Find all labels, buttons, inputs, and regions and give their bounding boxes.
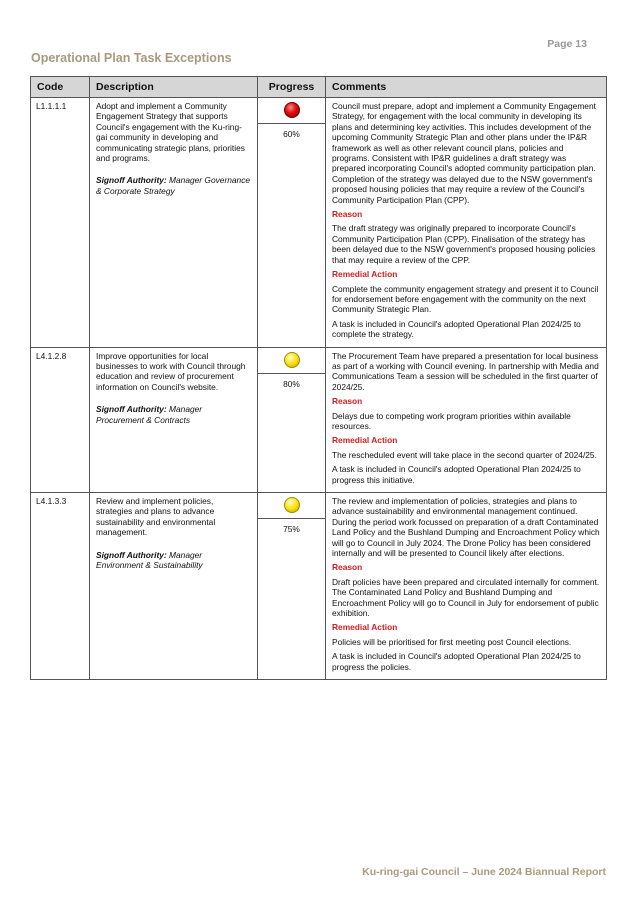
comments-cell: [326, 493, 607, 680]
yellow-status-light-icon: [284, 352, 300, 368]
reason-text: Draft policies have been prepared and circulated internally for comment. The Contaminated Land Policy and Bushland Dumping and Encroachment Policy will go to Council in July for endorsement of public exhibition.: [332, 576, 600, 619]
status-light-area: [258, 348, 325, 374]
status-light-area: [258, 493, 325, 519]
task-code: L4.1.2.8: [31, 347, 90, 492]
task-description: Adopt and implement a Community Engagement Strategy that supports Council's engagement with the Ku-ring-gai community in developing and communicating strategic plans, priorities and programs.: [96, 101, 245, 164]
signoff-authority: [96, 550, 251, 571]
comment-text: The Procurement Team have prepared a presentation for local business as part of a working with Council evening. In partnership with Media and Communications Team a session will be scheduled in the first quarter of 2024/25.: [332, 350, 599, 392]
remedial-note: A task is included in Council's adopted Operational Plan 2024/25 to progress this initiative.: [332, 464, 581, 485]
comments-cell: [326, 98, 607, 348]
task-description: Review and implement policies, strategies and plans to advance sustainability and environmental management.: [96, 496, 216, 538]
reason-text: The draft strategy was originally prepared to incorporate Council's Community Participation Plan (CPP). Finalisation of the strategy has been delayed due to the NSW government's proposed housing policies that may require a review of the CPP.: [332, 223, 596, 265]
page-footer: Ku-ring-gai Council – June 2024 Biannual Report: [362, 866, 606, 878]
status-light-area: [258, 98, 325, 124]
remedial-action-text: Complete the community engagement strategy and present it to Council for endorsement before engagement with the community on the next Community Strategic Plan.: [332, 283, 599, 315]
column-header-comments: Comments: [326, 77, 607, 98]
signoff-label: Signoff Authority:: [96, 175, 167, 186]
column-header-progress: Progress: [258, 77, 326, 98]
exceptions-table: [30, 76, 607, 680]
signoff-authority: [96, 175, 251, 196]
signoff-value: Manager Governance & Corporate Strategy: [96, 175, 251, 196]
reason-label: Reason: [332, 209, 363, 220]
task-code: L1.1.1.1: [31, 98, 90, 348]
page-number: Page 13: [547, 38, 587, 50]
progress-cell: [258, 347, 326, 492]
progress-value: 80%: [283, 378, 300, 389]
signoff-label: Signoff Authority:: [96, 549, 167, 560]
table-row: [31, 98, 607, 348]
remedial-action-text: The rescheduled event will take place in the second quarter of 2024/25.: [332, 449, 597, 460]
signoff-value: Manager Procurement & Contracts: [96, 404, 203, 425]
comment-text: The review and implementation of policies, strategies and plans to advance sustainability and environmental management continued. During the period work focussed on preparation of a draft Contaminated Land Policy and the Bushland Dumping and Encroachment Policy which will go to Council in July 2024. The Drone Policy has been considered internally and will be presented to Council likely after elections.: [332, 496, 600, 559]
task-description: Improve opportunities for local businesses to work with Council through education and review of procurement information on Council's website.: [96, 350, 246, 392]
remedial-action-label: Remedial Action: [332, 269, 398, 280]
column-header-description: Description: [90, 77, 258, 98]
remedial-action-label: Remedial Action: [332, 435, 398, 446]
signoff-value: Manager Environment & Sustainability: [96, 549, 203, 571]
remedial-note: A task is included in Council's adopted Operational Plan 2024/25 to progress the policies.: [332, 651, 581, 672]
section-title: Operational Plan Task Exceptions: [31, 51, 232, 65]
progress-value: 75%: [283, 524, 300, 534]
table-header-row: [31, 77, 607, 98]
progress-cell: [258, 493, 326, 680]
table-row: [31, 347, 607, 492]
signoff-label: Signoff Authority:: [96, 404, 167, 415]
red-status-light-icon: [284, 102, 300, 118]
remedial-action-label: Remedial Action: [332, 622, 398, 633]
task-description-cell: [90, 493, 258, 680]
column-header-code: Code: [31, 77, 90, 98]
yellow-status-light-icon: [284, 497, 300, 513]
comments-cell: [326, 347, 607, 492]
task-code: L4.1.3.3: [31, 493, 90, 680]
reason-label: Reason: [332, 562, 363, 573]
signoff-authority: [96, 404, 251, 425]
remedial-action-text: Policies will be prioritised for first meeting post Council elections.: [332, 636, 572, 647]
task-description-cell: [90, 98, 258, 348]
remedial-note: A task is included in Council's adopted Operational Plan 2024/25 to complete the strategy.: [332, 318, 581, 340]
comment-text: Council must prepare, adopt and implement a Community Engagement Strategy, for engagement with the local community in developing its plans and determining key activities. This includes development of the upcoming Community Strategic Plan and other plans under the IP&R framework as well as other relevant council plans, policies and programs. Consistent with IP&R guidelines a draft strategy was prepared incorporating Council's adopted community participation plan. Completion of the strategy was delayed due to the NSW government's proposed housing policies that may require a review of the Council's Community Participation Plan (CPP).: [332, 101, 596, 205]
task-description-cell: [90, 347, 258, 492]
progress-value: 60%: [283, 129, 300, 139]
table-row: [31, 493, 607, 680]
reason-label: Reason: [332, 396, 363, 407]
reason-text: Delays due to competing work program priorities within available resources.: [332, 410, 571, 431]
progress-cell: [258, 98, 326, 348]
